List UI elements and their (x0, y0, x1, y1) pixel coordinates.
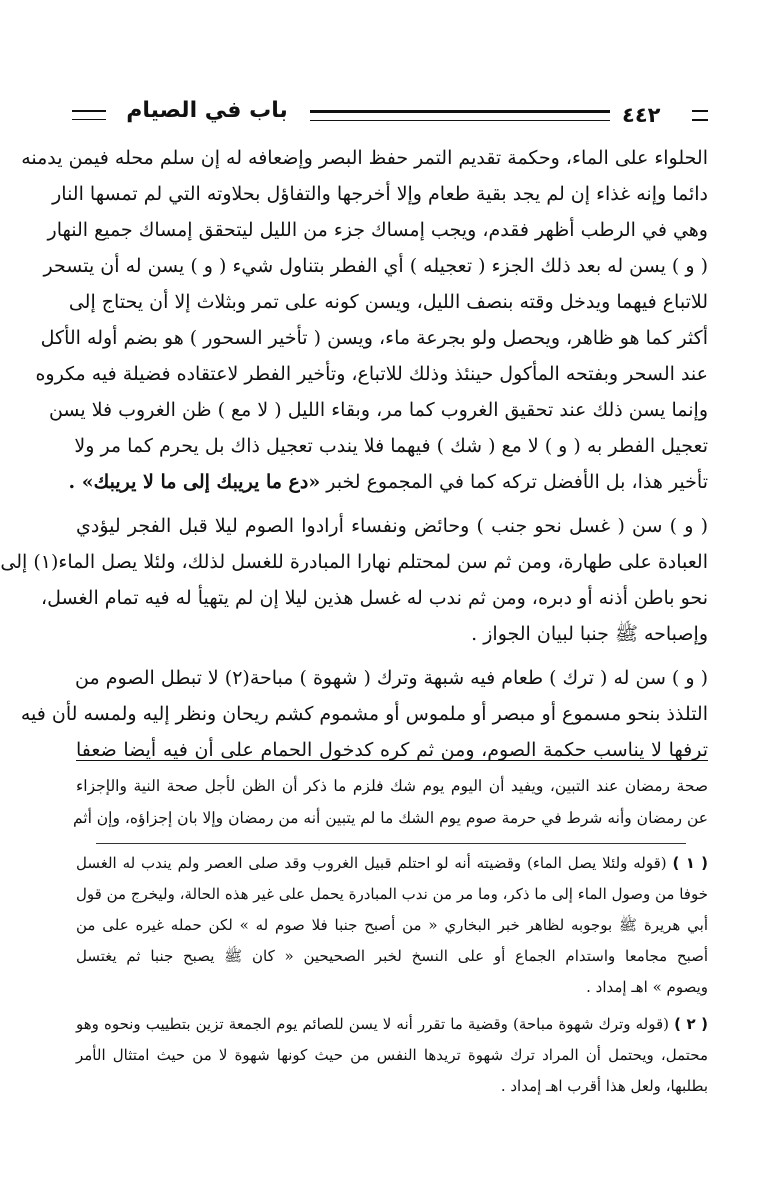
footnote-divider (96, 843, 686, 844)
page-number-block (622, 100, 708, 130)
footnote-line: خوفا من وصول الماء إلى ما ذكر، وما مر من ندب المبادرة يحمل على غير هذه الحالة، وليخرج من قول (76, 885, 708, 903)
footnote-line: بطلبها، ولعل هذا أقرب اهـ إمداد . (500, 1077, 708, 1095)
main-divider (76, 760, 708, 761)
text-line (68, 464, 708, 500)
ornament-bar-left (72, 110, 106, 120)
footnote-marker: ( ٢ ) (674, 1015, 709, 1033)
footnote-line: أبي هريرة ﷺ بوجوبه لظاهر خبر البخاري « من أصبح جنبا فلا صوم له » لكن حمله غيره على من (76, 916, 708, 934)
footnote-text: (قوله وترك شهوة مباحة) وقضية ما تقرر أنه لا يسن للصائم يوم الجمعة تزين بتطييب ونحوه وهو (76, 1015, 669, 1033)
text-line: العبادة على طهارة، ومن ثم سن لمحتلم نهارا المبادرة للغسل لذلك، ولئلا يصل الماء(١) إلى (0, 551, 708, 573)
hadith-quote: «دع ما يريبك إلى ما لا يريبك» . (68, 471, 321, 493)
text-line: عند السحر وبفتحه المأكول حينئذ وذلك للاتباع، وتأخير الفطر لاعتقاده فضيلة فيه مكروه (35, 363, 708, 385)
running-header (72, 98, 708, 136)
footnote-text: (قوله ولئلا يصل الماء) وقضيته أنه لو احتلم قبيل الغروب وقد صلى العصر ولم يندب له الغسل (76, 854, 667, 872)
commentary-line: صحة رمضان عند التبين، ويفيد أن اليوم يوم شك فلزم ما ذكر أن الظن لأجل صحة النية والإجزاء (76, 777, 708, 795)
text-line: الحلواء على الماء، وحكمة تقديم التمر حفظ البصر وإضعافه له إن سلم محله فيمن يدمنه (21, 147, 708, 169)
text-line: تعجيل الفطر به ( و ) لا مع ( شك ) فيهما فلا يندب تعجيل ذاك بل يحرم كما مر ولا (74, 435, 708, 457)
ornament-bar (692, 110, 708, 121)
marginal-commentary (72, 770, 708, 834)
footnote-line (76, 848, 708, 879)
commentary-line: عن رمضان وأنه شرط في حرمة صوم يوم الشك ما لم يتبين أنه من رمضان وإلا بان إجزاؤه، وإن أثم (72, 809, 708, 827)
text-segment: تأخير هذا، بل الأفضل تركه كما في المجموع لخبر (326, 471, 708, 493)
chapter-title: باب في الصيام (126, 98, 288, 123)
text-line: أكثر كما هو ظاهر، ويحصل ولو بجرعة ماء، ويسن ( تأخير السحور ) هو بضم أوله الأكل (40, 327, 708, 349)
footnote-line: ويصوم » اهـ إمداد . (586, 978, 708, 996)
footnote-line (76, 1009, 708, 1040)
header-rule (310, 110, 610, 121)
text-line: ترفها لا يناسب حكمة الصوم، ومن ثم كره كدخول الحمام على أن فيه أيضا ضعفا (76, 739, 708, 761)
text-line: للاتباع فيهما ويدخل وقته بنصف الليل، ويسن كونه على تمر وبثلاث إلا أن يحتاج إلى (68, 291, 708, 313)
text-line: ( و ) سن له ( ترك ) طعام فيه شبهة وترك ( شهوة ) مباحة(٢) لا تبطل الصوم من (75, 667, 708, 689)
footnote-line: محتمل، ويحتمل أن المراد ترك شهوة تريدها النفس من حيث كونها شهوة لا من حيث امتثال الأمر (76, 1046, 708, 1064)
text-line: التلذذ بنحو مسموع أو مبصر أو ملموس أو مشموم كشم ريحان ونظر إليه ولمسه لأن فيه (20, 703, 708, 725)
text-line: وهي في الرطب أظهر فقدم، ويجب إمساك جزء من الليل ليتحقق إمساك جميع النهار (47, 219, 708, 241)
page-number: ٤٤٢ (622, 103, 661, 127)
text-line: ( و ) يسن له بعد ذلك الجزء ( تعجيله ) أي الفطر بتناول شيء ( و ) يسن له أن يتسحر (43, 255, 708, 277)
text-line: نحو باطن أذنه أو دبره، ومن ثم ندب له غسل هذين ليلا إن لم يتهيأ له فيه تمام الغسل، (41, 587, 708, 609)
text-line: دائما وإنه غذاء إن لم يجد بقية طعام وإلا أخرجها والتفاؤل بحلاوته التي لم تمسها النار (52, 183, 708, 205)
footnotes (76, 848, 708, 1102)
text-line: ( و ) سن ( غسل نحو جنب ) وحائض ونفساء أرادوا الصوم ليلا قبل الفجر ليؤدي (76, 515, 708, 537)
text-line: وإصباحه ﷺ جنبا لبيان الجواز . (471, 623, 708, 645)
footnote-line: أصبح مجامعا واستدام الجماع أو على النسخ لخبر الصحيحين « كان ﷺ يصبح جنبا ثم يغتسل (76, 947, 708, 965)
text-line: وإنما يسن ذلك عند تحقيق الغروب كما مر، وبقاء الليل ( لا مع ) ظن الغروب فلا يسن (48, 399, 708, 421)
footnote-marker: ( ١ ) (672, 854, 709, 872)
main-text (0, 140, 708, 768)
